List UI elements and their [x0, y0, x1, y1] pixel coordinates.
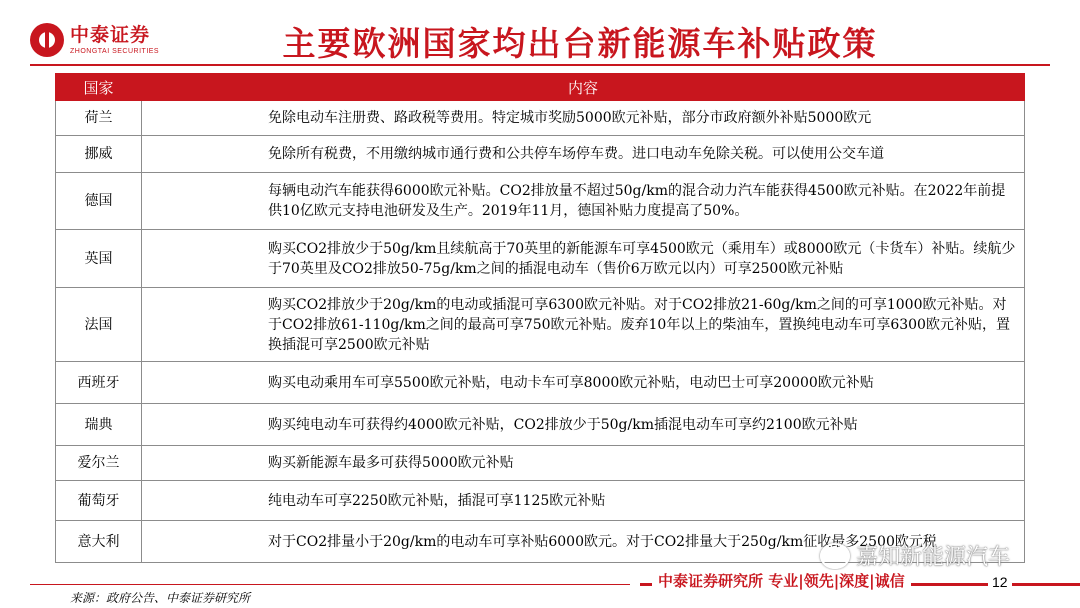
policy-table	[55, 73, 1025, 563]
country-cell: 意大利	[56, 521, 142, 563]
content-cell: 对于CO2排量小于20g/km的电动车可享补贴6000欧元。对于CO2排量大于250g/km征收最多2500欧元税	[142, 521, 1025, 563]
content-cell: 免除电动车注册费、路政税等费用。特定城市奖励5000欧元补贴，部分市政府额外补贴5000欧元	[142, 101, 1025, 136]
table-row	[56, 446, 1025, 481]
country-cell: 瑞典	[56, 404, 142, 446]
table-row	[56, 173, 1025, 230]
title-divider	[30, 64, 1050, 66]
table-row	[56, 230, 1025, 288]
source-note: 来源：政府公告、中泰证券研究所	[70, 591, 251, 605]
page-number: 12	[988, 574, 1012, 590]
content-cell: 纯电动车可享2250欧元补贴，插混可享1125欧元补贴	[142, 481, 1025, 521]
footer-divider	[30, 584, 630, 585]
country-cell: 荷兰	[56, 101, 142, 136]
content-cell: 免除所有税费，不用缴纳城市通行费和公共停车场停车费。进口电动车免除关税。可以使用公交车道	[142, 136, 1025, 173]
content-cell: 购买电动乘用车可享5500欧元补贴，电动卡车可享8000欧元补贴，电动巴士可享20000欧元补贴	[142, 362, 1025, 404]
country-cell: 葡萄牙	[56, 481, 142, 521]
watermark	[820, 540, 1010, 571]
wechat-icon	[820, 543, 850, 569]
content-cell: 购买CO2排放少于20g/km的电动或插混可享6300欧元补贴。对于CO2排放21-60g/km之间的可享1000欧元补贴。对于CO2排放61-110g/km之间的最高可享750欧元补贴。废弃10年以上的柴油车，置换纯电动车可享6300欧元补贴，置换插混可享2500欧元补贴	[142, 288, 1025, 362]
table-row	[56, 404, 1025, 446]
company-logo	[30, 20, 159, 60]
content-cell: 每辆电动汽车能获得6000欧元补贴。CO2排放量不超过50g/km的混合动力汽车能获得4500欧元补贴。在2022年前提供10亿欧元支持电池研发及生产。2019年11月，德国补贴力度提高了50%。	[142, 173, 1025, 230]
table-header-row	[56, 74, 1025, 101]
country-cell: 英国	[56, 230, 142, 288]
table-row	[56, 136, 1025, 173]
header-content: 内容	[142, 74, 1025, 101]
table-row	[56, 101, 1025, 136]
country-cell: 德国	[56, 173, 142, 230]
logo-mark-icon	[30, 23, 64, 57]
content-cell: 购买CO2排放少于50g/km且续航高于70英里的新能源车可享4500欧元（乘用车）或8000欧元（卡货车）补贴。续航少于70英里及CO2排放50-75g/km之间的插混电动车（售价6万欧元以内）可享2500欧元补贴	[142, 230, 1025, 288]
country-cell: 西班牙	[56, 362, 142, 404]
country-cell: 爱尔兰	[56, 446, 142, 481]
table-row	[56, 288, 1025, 362]
content-cell: 购买纯电动车可获得约4000欧元补贴，CO2排放少于50g/km插混电动车可享约2100欧元补贴	[142, 404, 1025, 446]
logo-en-text: ZHONGTAI SECURITIES	[70, 47, 160, 55]
country-cell: 法国	[56, 288, 142, 362]
country-cell: 挪威	[56, 136, 142, 173]
header-country: 国家	[56, 74, 142, 101]
content-cell: 购买新能源车最多可获得5000欧元补贴	[142, 446, 1025, 481]
table-row	[56, 362, 1025, 404]
logo-cn-text: 中泰证券	[70, 23, 151, 46]
footer-brand: 中泰证券研究所 专业|领先|深度|诚信	[652, 570, 911, 591]
slide-title: 主要欧洲国家均出台新能源车补贴政策	[282, 24, 878, 63]
watermark-text: 嘉知新能源汽车	[856, 545, 1011, 570]
table-row	[56, 481, 1025, 521]
